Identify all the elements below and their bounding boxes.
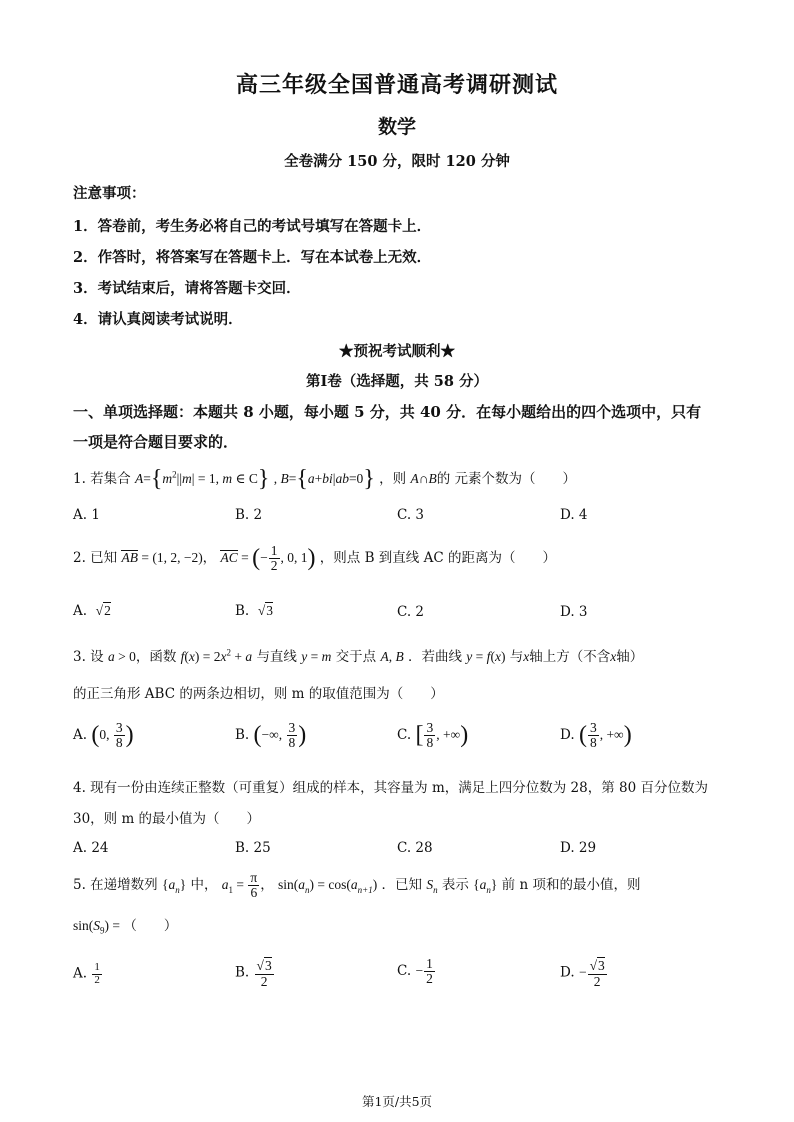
section-heading-line2: 一项是符合题目要求的． bbox=[73, 433, 239, 451]
section-heading-line1: 一、单项选择题：本题共 8 小题，每小题 5 分，共 40 分．在每小题给出的四个选项中，只有 bbox=[73, 403, 702, 421]
q1-option-d: D. 4 bbox=[560, 507, 588, 523]
subject-title: 数学 bbox=[377, 116, 416, 138]
q5-option-a: A. $\frac{1}{2}$ bbox=[73, 961, 100, 986]
note-item-1: 1．答卷前，考生务必将自己的考试号填写在答题卡上． bbox=[73, 218, 432, 235]
question-4-stem-line2: 30，则 m 的最小值为（ ） bbox=[73, 811, 261, 827]
q4-option-a: A. 24 bbox=[73, 840, 109, 856]
question-2-stem: 2. 已知 AB = (1, 2, −2)， AC = (− $\frac{1}{2}$ , 0, 1) ，则点 B 到直线 AC 的距离为（ ） bbox=[73, 543, 556, 574]
q3-option-c: C. [ $\frac{3}{8}$ , +∞) bbox=[397, 720, 469, 751]
part-heading: 第Ⅰ卷（选择题，共 58 分） bbox=[305, 373, 489, 390]
q3-option-a: A. (0, $\frac{3}{8}$ ) bbox=[73, 720, 134, 751]
page-footer: 第1页/共5页 bbox=[361, 1094, 433, 1109]
note-item-3: 3．考试结束后，请将答题卡交回． bbox=[73, 280, 301, 297]
q5-option-b: B. $\frac{√3}{2}$ bbox=[235, 958, 272, 989]
question-5-number: 5. 在递增数列 bbox=[73, 877, 158, 894]
question-4-stem-line1: 4. 现有一份由连续正整数（可重复）组成的样本，其容量为 m，满足上四分位数为 28，第 80 百分位数为 bbox=[73, 780, 708, 796]
q2-option-c: C. 2 bbox=[397, 604, 425, 620]
question-2-number: 2. 已知 bbox=[73, 550, 118, 567]
exam-title: 高三年级全国普通高考调研测试 bbox=[235, 72, 558, 98]
q2-option-d: D. 3 bbox=[560, 604, 588, 620]
q2-option-b: B. √3 bbox=[235, 603, 273, 619]
question-3-number: 3. 设 bbox=[73, 649, 104, 665]
question-1-stem: 1. 若集合 $A=\{m^2||m| = 1$, m ∈ C} , B={a+bi|ab=0} ，则 A∩B的 元素个数为（ ） bbox=[73, 466, 576, 492]
note-item-4: 4．请认真阅读考试说明． bbox=[73, 311, 243, 328]
q2-option-a: A. √2 bbox=[73, 603, 111, 619]
set-a-formula: A bbox=[134, 471, 144, 486]
q3-option-d: D. ( $\frac{3}{8}$ , +∞) bbox=[560, 720, 632, 751]
question-3-stem-line1: 3. 设 a > 0，函数 $f(x) = 2x^2 + a$ 与直线 y = m 交于点 A, B ．若曲线 y = f(x) 与x轴上方（不含x轴） bbox=[73, 647, 644, 665]
question-5-stem-line2: $\sin(S_9)$ = （ ） bbox=[73, 918, 178, 936]
q3-option-b: B. (−∞, $\frac{3}{8}$ ) bbox=[235, 720, 307, 751]
question-5-stem-line1: 5. 在递增数列 $\{a_n\}$ 中， $a_1$ = $\frac{\pi}{6}$ ， $\sin(a_n) = \cos(a_{n+1})$ ．已知 $S_n$ 表示 $\{a_n\}$ 前 n 项和的最小值，则 bbox=[73, 870, 641, 901]
question-3-stem-line2: 的正三角形 ABC 的两条边相切，则 m 的取值范围为（ ） bbox=[73, 686, 444, 702]
q1-option-c: C. 3 bbox=[397, 507, 425, 523]
set-b-formula: B bbox=[280, 471, 289, 486]
q5-option-c: C. − $\frac{1}{2}$ bbox=[397, 956, 433, 987]
good-luck-line: ★预祝考试顺利★ bbox=[339, 343, 455, 360]
q4-option-d: D. 29 bbox=[560, 840, 597, 856]
q1-option-b: B. 2 bbox=[235, 507, 263, 523]
q4-option-c: C. 28 bbox=[397, 840, 433, 856]
q4-option-b: B. 25 bbox=[235, 840, 271, 856]
exam-info: 全卷满分 150 分，限时 120 分钟 bbox=[284, 153, 510, 170]
notes-heading: 注意事项： bbox=[73, 185, 146, 202]
note-item-2: 2．作答时，将答案写在答题卡上．写在本试卷上无效． bbox=[73, 249, 432, 266]
q1-option-a: A. 1 bbox=[73, 507, 100, 523]
q5-option-d: D. − $\frac{√3}{2}$ bbox=[560, 958, 605, 989]
question-1-number: 1. 若集合 bbox=[73, 471, 131, 487]
